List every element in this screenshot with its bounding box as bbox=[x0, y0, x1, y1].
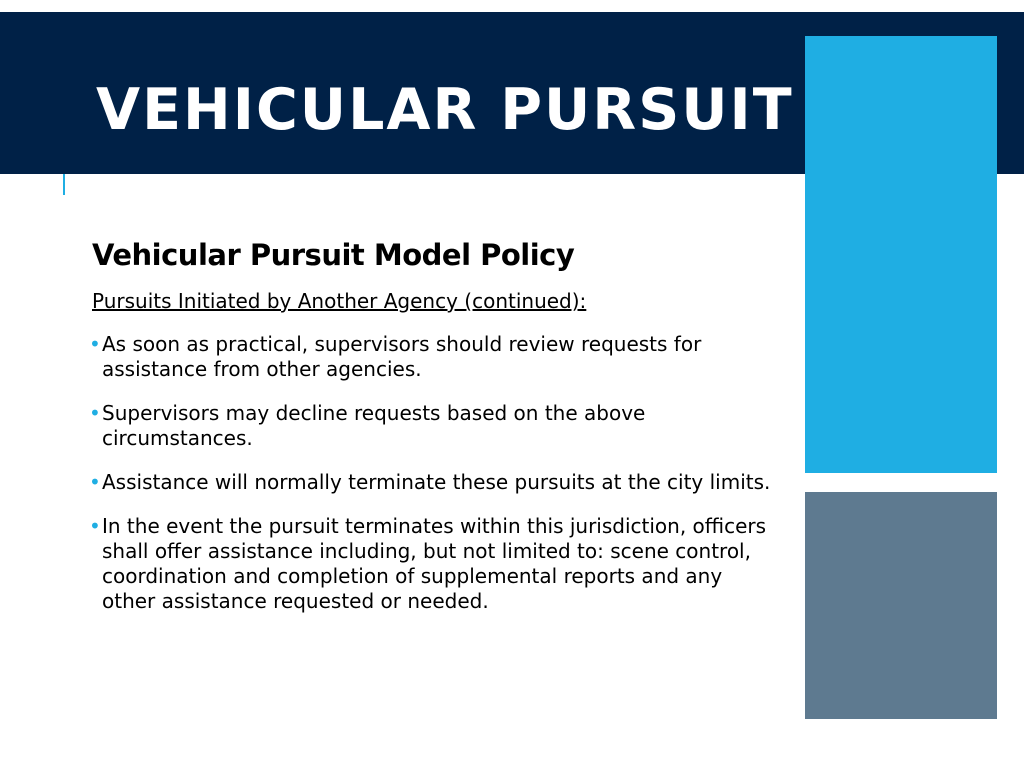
bullet-list bbox=[89, 332, 772, 614]
bullet-text: Assistance will normally terminate these pursuits at the city limits. bbox=[102, 470, 771, 494]
section-heading: Pursuits Initiated by Another Agency (continued): bbox=[92, 289, 587, 313]
decorative-blue-block bbox=[805, 36, 997, 473]
bullet-icon: • bbox=[89, 332, 101, 356]
slide-title: VEHICULAR PURSUIT bbox=[96, 77, 794, 143]
bullet-item bbox=[89, 514, 772, 614]
accent-tick bbox=[63, 174, 65, 195]
bullet-text: As soon as practical, supervisors should review requests for assistance from other agencies. bbox=[102, 332, 702, 381]
content-area bbox=[89, 236, 772, 633]
decorative-slate-block bbox=[805, 492, 997, 719]
bullet-item bbox=[89, 332, 772, 382]
bullet-icon: • bbox=[89, 470, 101, 494]
bullet-text: Supervisors may decline requests based on the above circumstances. bbox=[102, 401, 646, 450]
bullet-text: In the event the pursuit terminates within this jurisdiction, officers shall offer assistance including, but not limited to: scene control, coordination and completion of supplemental reports and any other assistance requested or needed. bbox=[102, 514, 767, 613]
bullet-item bbox=[89, 470, 772, 495]
slide-subtitle: Vehicular Pursuit Model Policy bbox=[92, 238, 575, 272]
bullet-icon: • bbox=[89, 401, 101, 425]
bullet-icon: • bbox=[89, 514, 101, 538]
bullet-item bbox=[89, 401, 772, 451]
